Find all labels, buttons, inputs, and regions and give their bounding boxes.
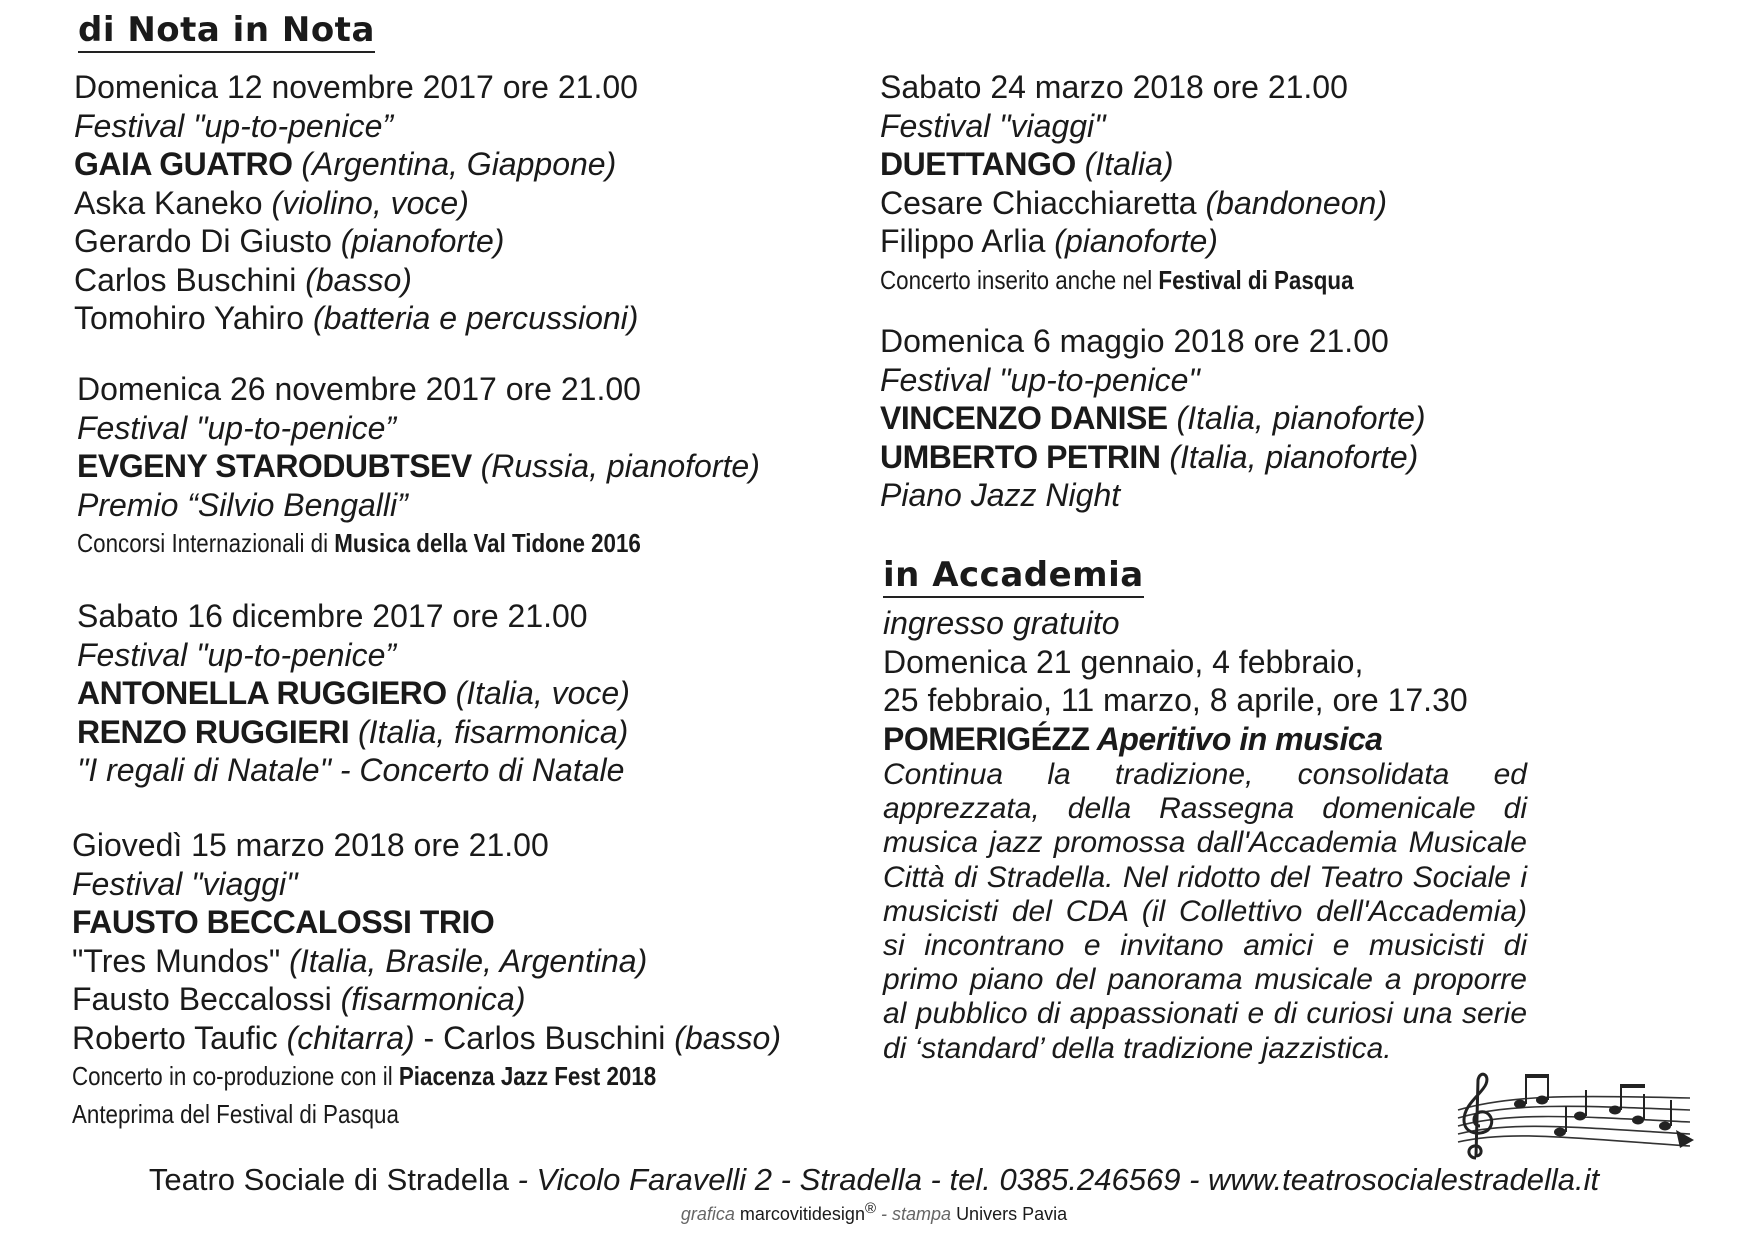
album-note: (Italia, Brasile, Argentina) xyxy=(280,942,648,979)
member-line xyxy=(880,184,1431,223)
event-festival: Festival "up-to-penice” xyxy=(74,107,394,144)
note-bold: Piacenza Jazz Fest 2018 xyxy=(398,1061,657,1091)
event-artist-line xyxy=(77,674,630,713)
event-date: Sabato 16 dicembre 2017 ore 21.00 xyxy=(77,598,588,634)
event-date: Domenica 26 novembre 2017 ore 21.00 xyxy=(77,371,641,407)
event-note xyxy=(72,1057,682,1095)
member-name: Tomohiro Yahiro xyxy=(74,300,305,336)
event-note-2: Anteprima del Festival di Pasqua xyxy=(72,1099,399,1129)
member-role: (batteria e percussioni) xyxy=(304,300,639,336)
event-subtitle: "I regali di Natale" - Concerto di Natale xyxy=(77,752,625,788)
accademia-dates-2: 25 febbraio, 11 marzo, 8 aprile, ore 17.30 xyxy=(883,682,1468,718)
event-artist-line xyxy=(880,145,1431,184)
credit-stampa: Univers Pavia xyxy=(956,1204,1068,1224)
artist-note: (Italia, pianoforte) xyxy=(1160,438,1419,475)
member-name: Carlos Buschini xyxy=(74,261,297,298)
event-starodubtsev xyxy=(77,370,760,562)
artist-name: VINCENZO DANISE xyxy=(880,400,1168,436)
event-festival: Festival "viaggi" xyxy=(880,107,1106,144)
event-festival: Festival "up-to-penice" xyxy=(880,361,1200,398)
artist-note: (Italia, fisarmonica) xyxy=(349,713,629,750)
note-text: Concerto in co-produzione con il xyxy=(72,1061,399,1091)
event-festival: Festival "up-to-penice” xyxy=(77,636,397,673)
member-line xyxy=(72,980,781,1019)
accademia-description: Continua la tradizione, consolidata ed apprezzata, della Rassegna domenicale di musica jazz promossa dall'Accademia Musicale Città di Stradella. Nel ridotto del Teatro Sociale i musicisti del CDA (il Collettivo dell'Accademia) si incontrano e invitano amici e musicisti di primo piano del panorama musicale a proporre al pubblico di appassionati e di curiosi una serie di ‘standard’ della tradizione jazzistica. xyxy=(883,758,1527,1065)
event-date: Sabato 24 marzo 2018 ore 21.00 xyxy=(880,69,1348,105)
event-beccalossi xyxy=(72,826,781,1133)
album-line xyxy=(72,942,781,981)
credit-registered: ® xyxy=(864,1200,877,1217)
section-title-accademia: in Accademia xyxy=(883,557,1144,598)
event-festival: Festival "up-to-penice” xyxy=(77,409,397,446)
member-role: (basso) xyxy=(296,261,412,298)
event-note xyxy=(880,261,1354,299)
member-separator: - xyxy=(414,1019,444,1056)
event-note xyxy=(77,524,664,562)
artist-note: (Russia, pianoforte) xyxy=(471,448,760,484)
member-line xyxy=(880,222,1431,261)
member-name: Roberto Taufic xyxy=(72,1019,278,1056)
event-subtitle: Piano Jazz Night xyxy=(880,477,1121,513)
credit-label-stampa: - stampa xyxy=(876,1204,957,1224)
member-name: Gerardo Di Giusto xyxy=(74,223,332,259)
artist-name: RENZO RUGGIERI xyxy=(77,713,350,750)
member-name: Cesare Chiacchiaretta xyxy=(880,184,1197,221)
artist-note: (Italia, pianoforte) xyxy=(1167,400,1426,436)
member-line xyxy=(74,299,638,338)
event-date: Domenica 12 novembre 2017 ore 21.00 xyxy=(74,69,638,105)
credit-grafica: marcovitidesign xyxy=(739,1204,865,1224)
event-gaia-guatro xyxy=(74,68,638,338)
note-text: Concerto inserito anche nel xyxy=(880,264,1159,295)
event-artist-line xyxy=(74,145,638,184)
event-date: Giovedì 15 marzo 2018 ore 21.00 xyxy=(72,827,549,863)
member-role: (bandoneon) xyxy=(1196,184,1387,221)
event-artist-line xyxy=(77,713,630,752)
footer-venue: Teatro Sociale di Stradella xyxy=(148,1162,509,1197)
accademia-dates-1: Domenica 21 gennaio, 4 febbraio, xyxy=(883,643,1364,680)
event-festival: Festival "viaggi" xyxy=(72,865,298,902)
member-role: (chitarra) xyxy=(277,1019,415,1056)
event-duettango xyxy=(880,68,1431,299)
footer-contact xyxy=(0,1162,1748,1198)
artist-name: ANTONELLA RUGGIERO xyxy=(77,675,447,711)
member-name: Filippo Arlia xyxy=(880,223,1046,259)
event-ruggiero xyxy=(77,597,630,790)
artist-name: DUETTANGO xyxy=(880,146,1076,182)
accademia-event-name: POMERIGÉZZ xyxy=(883,720,1090,757)
accademia-event-line xyxy=(883,720,1527,759)
member-name: Fausto Beccalossi xyxy=(72,981,332,1017)
section-title-nota: di Nota in Nota xyxy=(78,12,375,53)
artist-name: FAUSTO BECCALOSSI TRIO xyxy=(72,904,495,940)
accademia-event-sub: Aperitivo in musica xyxy=(1089,720,1383,757)
artist-name: EVGENY STARODUBTSEV xyxy=(77,448,472,484)
member-role: (fisarmonica) xyxy=(331,981,526,1017)
artist-note: (Italia) xyxy=(1075,146,1174,182)
music-staff-icon xyxy=(1450,1060,1700,1170)
artist-note: (Italia, voce) xyxy=(446,675,630,711)
member-line xyxy=(74,184,638,223)
member-role: (pianoforte) xyxy=(1045,223,1218,259)
note-bold: Festival di Pasqua xyxy=(1158,264,1354,295)
event-piano-jazz-night xyxy=(880,322,1426,515)
member-line xyxy=(72,1019,781,1058)
credit-label-grafica: grafica xyxy=(680,1204,740,1224)
footer-address: - Vicolo Faravelli 2 - Stradella - tel. 0385.246569 - www.teatrosocialestradella.it xyxy=(509,1162,1600,1197)
event-artist-line xyxy=(880,438,1426,477)
accademia-entry: ingresso gratuito xyxy=(883,605,1120,641)
event-date: Domenica 6 maggio 2018 ore 21.00 xyxy=(880,323,1389,359)
member-name: Carlos Buschini xyxy=(443,1019,666,1056)
artist-name: UMBERTO PETRIN xyxy=(880,438,1161,475)
event-prize: Premio “Silvio Bengalli” xyxy=(77,486,408,523)
album-name: "Tres Mundos" xyxy=(72,942,281,979)
artist-name: GAIA GUATRO xyxy=(74,146,293,182)
note-text: Concorsi Internazionali di xyxy=(77,528,335,558)
member-role: (pianoforte) xyxy=(331,223,505,259)
footer-credits xyxy=(0,1200,1748,1225)
note-bold: Musica della Val Tidone 2016 xyxy=(334,528,641,558)
event-artist-line xyxy=(77,447,760,486)
artist-note: (Argentina, Giappone) xyxy=(292,146,617,182)
member-line xyxy=(74,222,638,261)
member-line xyxy=(74,261,638,300)
accademia-block xyxy=(883,604,1527,1066)
member-role: (basso) xyxy=(665,1019,781,1056)
member-name: Aska Kaneko xyxy=(74,184,263,221)
member-role: (violino, voce) xyxy=(262,184,469,221)
event-artist-line xyxy=(880,399,1426,438)
